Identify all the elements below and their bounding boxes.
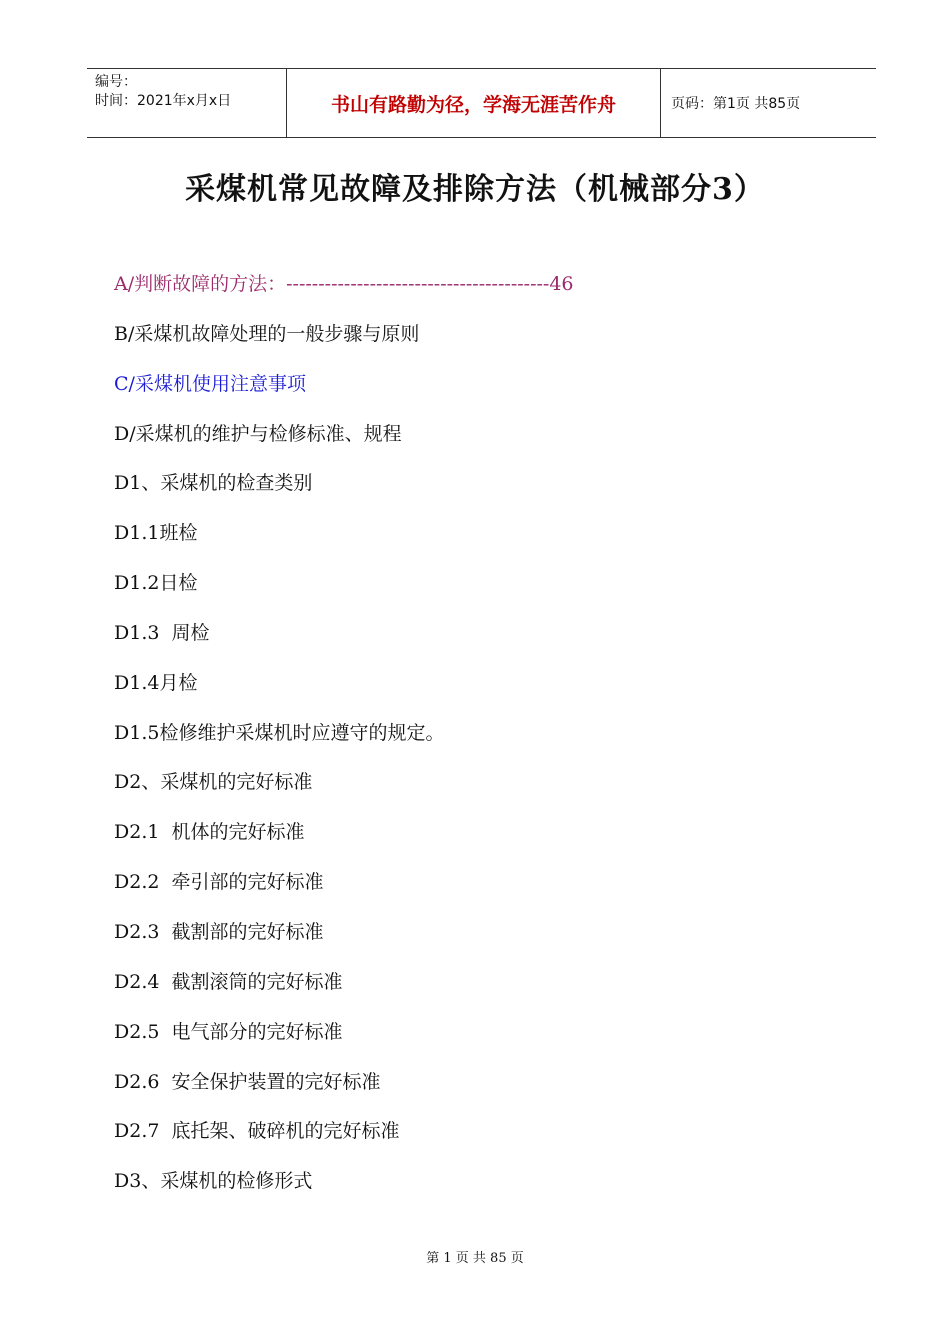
page-header <box>87 68 876 138</box>
toc-item[interactable]: D2、采煤机的完好标准 <box>114 771 313 794</box>
table-of-contents <box>114 270 574 1217</box>
toc-item[interactable]: D1.3 周检 <box>114 621 210 644</box>
toc-item[interactable]: D2.7 底托架、破碎机的完好标准 <box>114 1120 400 1143</box>
toc-item[interactable]: D1.5检修维护采煤机时应遵守的规定。 <box>114 721 445 744</box>
toc-item[interactable]: D3、采煤机的检修形式 <box>114 1170 313 1193</box>
toc-item[interactable]: D2.1 机体的完好标准 <box>114 821 305 844</box>
toc-item[interactable]: C/采煤机使用注意事项 <box>114 372 306 395</box>
toc-item[interactable]: B/采煤机故障处理的一般步骤与原则 <box>114 322 420 345</box>
toc-item[interactable]: D2.5 电气部分的完好标准 <box>114 1020 343 1043</box>
document-time-label: 时间：2021年x月x日 <box>95 93 232 109</box>
document-title: 采煤机常见故障及排除方法（机械部分3） <box>185 172 765 207</box>
toc-item[interactable]: D2.6 安全保护装置的完好标准 <box>114 1070 381 1093</box>
header-motto: 书山有路勤为径，学海无涯苦作舟 <box>287 69 661 137</box>
document-number-label: 编号： <box>95 74 137 90</box>
toc-item[interactable]: D1.4月检 <box>114 671 198 694</box>
toc-item[interactable]: D2.4 截割滚筒的完好标准 <box>114 970 343 993</box>
header-page-number: 页码：第1页 共85页 <box>671 96 801 112</box>
toc-item[interactable]: D2.2 牵引部的完好标准 <box>114 871 324 894</box>
toc-item[interactable]: D1.1班检 <box>114 522 198 545</box>
toc-item[interactable]: D2.3 截割部的完好标准 <box>114 920 324 943</box>
toc-item[interactable]: A/判断故障的方法：-----------------------------------------46 <box>114 273 574 295</box>
toc-item[interactable]: D1.2日检 <box>114 572 198 595</box>
toc-item[interactable]: D/采煤机的维护与检修标准、规程 <box>114 422 402 445</box>
page-footer: 第 1 页 共 85 页 <box>426 1251 524 1266</box>
toc-item[interactable]: D1、采煤机的检查类别 <box>114 472 313 495</box>
header-meta <box>87 69 287 137</box>
